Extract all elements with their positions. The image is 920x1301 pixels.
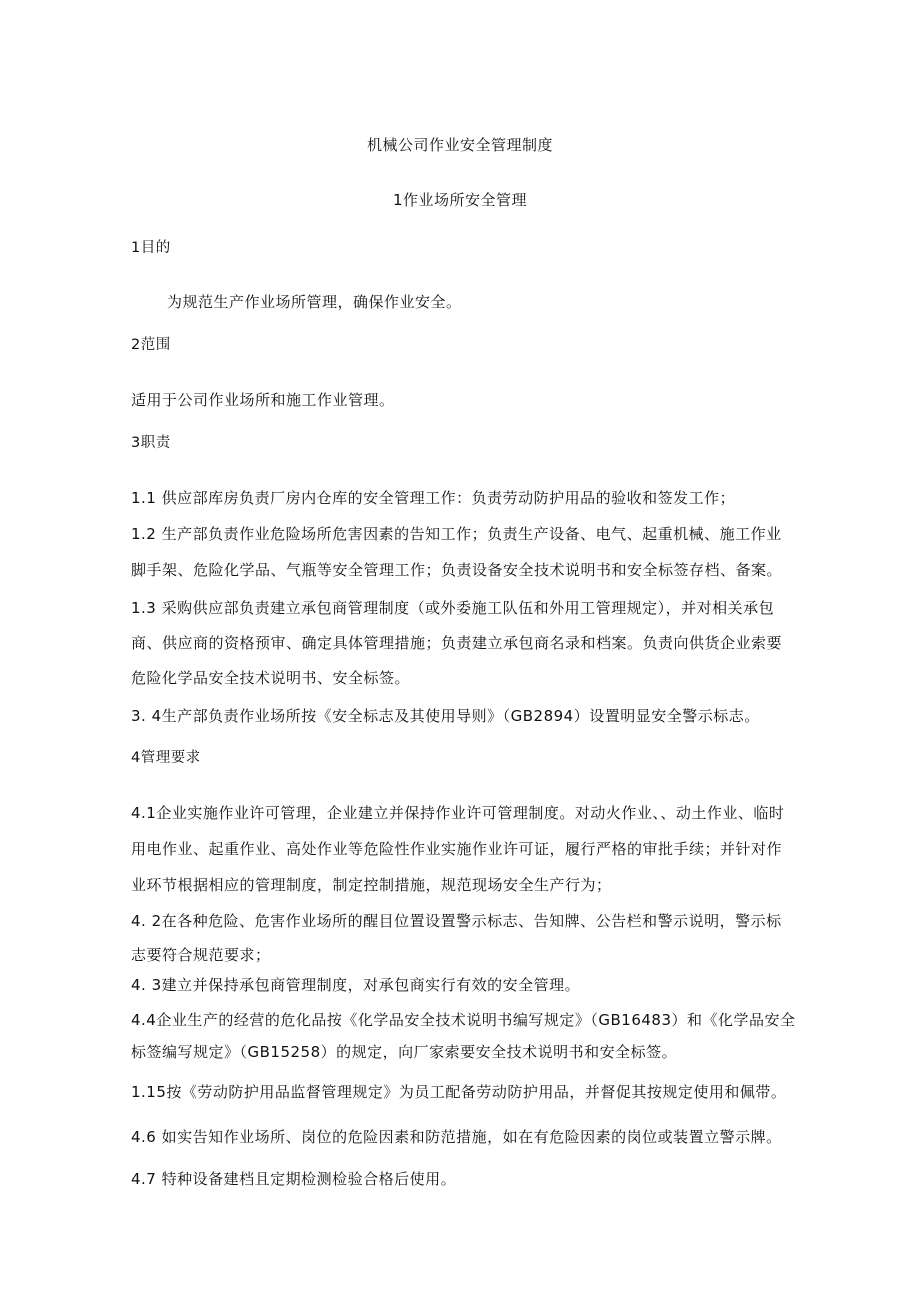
section-4-line: 4. 3建立并保持承包商管理制度，对承包商实行有效的安全管理。 [131, 976, 581, 994]
section-3-line: 脚手架、危险化学品、气瓶等安全管理工作；负责设备安全技术说明书和安全标签存档、备案。 [131, 561, 783, 579]
section-1-heading: 1目的 [131, 240, 171, 256]
section-3-line: 1.3 采购供应部负责建立承包商管理制度（或外委施工队伍和外用工管理规定），并对相关承包 [131, 599, 775, 617]
section-3-line: 商、供应商的资格预审、确定具体管理措施；负责建立承包商名录和档案。负责向供货企业索要 [131, 634, 783, 652]
section-4-line: 用电作业、起重作业、高处作业等危险性作业实施作业许可证，履行严格的审批手续；并针对作 [131, 840, 783, 858]
section-2-text: 适用于公司作业场所和施工作业管理。 [131, 391, 395, 409]
section-3-line: 3. 4生产部负责作业场所按《安全标志及其使用导则》（GB2894）设置明显安全警示标志。 [131, 707, 760, 725]
section-4-line: 4.4企业生产的经营的危化品按《化学品安全技术说明书编写规定》（GB16483）和《化学品安全 [131, 1011, 796, 1029]
section-4-line: 标签编写规定》（GB15258）的规定，向厂家索要安全技术说明书和安全标签。 [131, 1043, 678, 1061]
section-4-line: 志要符合规范要求； [131, 946, 271, 964]
section-3-line: 1.2 生产部负责作业危险场所危害因素的告知工作；负责生产设备、电气、起重机械、施工作业 [131, 525, 782, 543]
section-3-heading: 3职责 [131, 435, 171, 451]
section-3-line: 1.1 供应部库房负责厂房内仓库的安全管理工作：负责劳动防护用品的验收和签发工作； [131, 489, 736, 507]
section-4-line: 4.6 如实告知作业场所、岗位的危险因素和防范措施，如在有危险因素的岗位或装置立警示牌。 [131, 1128, 782, 1146]
document-title: 机械公司作业安全管理制度 [366, 136, 553, 154]
section-4-line: 4.1企业实施作业许可管理，企业建立并保持作业许可管理制度。对动火作业、、动土作业、临时 [131, 804, 785, 822]
section-4-line: 4. 2在各种危险、危害作业场所的醒目位置设置警示标志、告知牌、公告栏和警示说明，警示标 [131, 912, 782, 930]
section-1-text: 为规范生产作业场所管理，确保作业安全。 [167, 293, 462, 311]
section-3-line: 危险化学品安全技术说明书、安全标签。 [131, 669, 411, 687]
section-4-line: 业环节根据相应的管理制度，制定控制措施，规范现场安全生产行为； [131, 876, 612, 894]
section-2-heading: 2范围 [131, 337, 171, 353]
section-4-line: 1.15按《劳动防护用品监督管理规定》为员工配备劳动防护用品，并督促其按规定使用和佩带。 [131, 1083, 787, 1101]
section-4-heading: 4管理要求 [131, 750, 201, 766]
document-subtitle: 1作业场所安全管理 [392, 191, 528, 209]
section-4-line: 4.7 特种设备建档且定期检测检验合格后使用。 [131, 1170, 457, 1188]
